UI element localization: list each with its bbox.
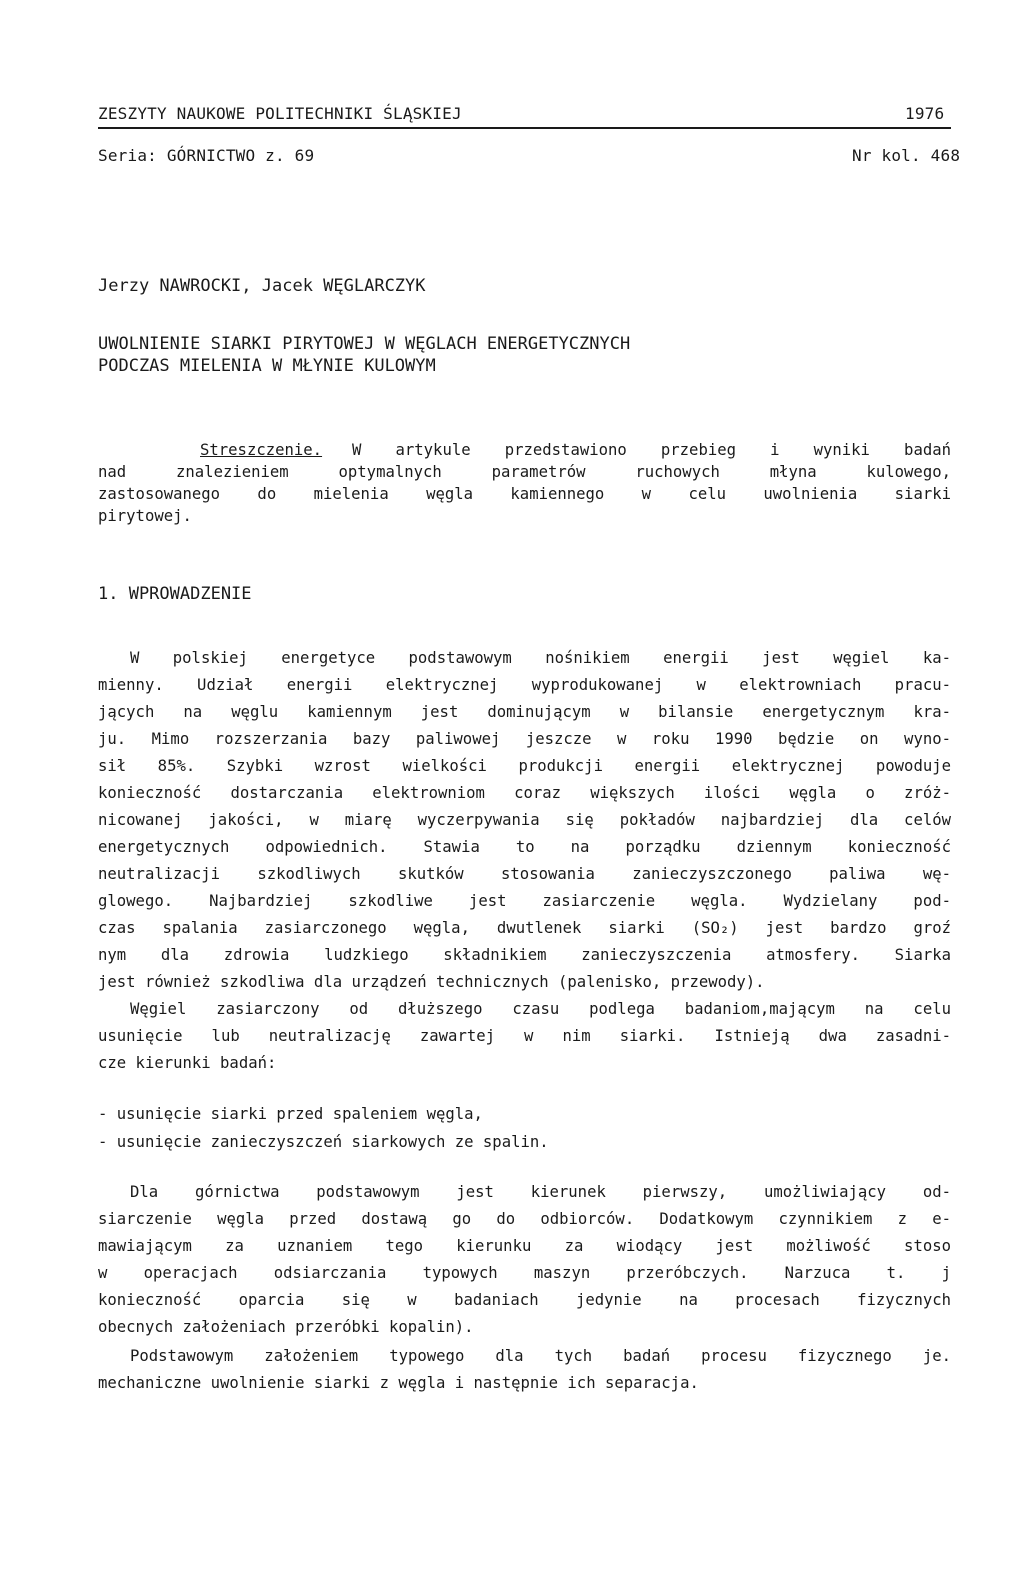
abstract-label-text: Streszczenie. bbox=[200, 441, 323, 459]
abstract-line-3: zastosowanego do mielenia węgla kamiennego w celu uwolnienia siarki bbox=[98, 485, 951, 503]
body-line: - usunięcie siarki przed spaleniem węgla, bbox=[98, 1105, 483, 1123]
body-line: konieczność oparcia się w badaniach jedynie na procesach fizycznych bbox=[98, 1291, 951, 1309]
journal-year: 1976 bbox=[905, 104, 945, 123]
abstract-line-2: nad znalezieniem optymalnych parametrów ruchowych młyna kulowego, bbox=[98, 463, 951, 481]
body-line: czas spalania zasiarczonego węgla, dwutlenek siarki (SO₂) jest bardzo groź bbox=[98, 919, 951, 937]
series-label: Seria: GÓRNICTWO z. 69 bbox=[98, 146, 315, 165]
body-line: cze kierunki badań: bbox=[98, 1054, 277, 1072]
body-line: - usunięcie zanieczyszczeń siarkowych ze spalin. bbox=[98, 1133, 549, 1151]
body-line: sił 85%. Szybki wzrost wielkości produkcji energii elektrycznej powoduje bbox=[98, 757, 951, 775]
header-rule bbox=[98, 127, 951, 129]
issue-number: Nr kol. 468 bbox=[852, 146, 961, 165]
journal-name: ZESZYTY NAUKOWE POLITECHNIKI ŚLĄSKIEJ bbox=[98, 104, 462, 123]
authors: Jerzy NAWROCKI, Jacek WĘGLARCZYK bbox=[98, 276, 426, 296]
body-line: Dla górnictwa podstawowym jest kierunek pierwszy, umożliwiający od- bbox=[130, 1183, 951, 1201]
body-line: nym dla zdrowia ludzkiego składnikiem zanieczyszczenia atmosfery. Siarka bbox=[98, 946, 951, 964]
body-line: mienny. Udział energii elektrycznej wyprodukowanej w elektrowniach pracu- bbox=[98, 676, 951, 694]
abstract-line-1: W artykule przedstawiono przebieg i wyniki badań bbox=[352, 441, 951, 459]
body-line: ju. Mimo rozszerzania bazy paliwowej jeszcze w roku 1990 będzie on wyno- bbox=[98, 730, 951, 748]
body-line: glowego. Najbardziej szkodliwe jest zasiarczenie węgla. Wydzielany pod- bbox=[98, 892, 951, 910]
body-line: jest również szkodliwa dla urządzeń technicznych (palenisko, przewody). bbox=[98, 973, 765, 991]
paper-title-line-2: PODCZAS MIELENIA W MŁYNIE KULOWYM bbox=[98, 356, 436, 376]
body-line: jących na węglu kamiennym jest dominującym w bilansie energetycznym kra- bbox=[98, 703, 951, 721]
body-line: w operacjach odsiarczania typowych maszyn przeróbczych. Narzuca t. j bbox=[98, 1264, 951, 1282]
body-line: konieczność dostarczania elektrowniom coraz większych ilości węgla o zróż- bbox=[98, 784, 951, 802]
body-line: Podstawowym założeniem typowego dla tych badań procesu fizycznego je. bbox=[130, 1347, 951, 1365]
body-line: W polskiej energetyce podstawowym nośnikiem energii jest węgiel ka- bbox=[130, 649, 951, 667]
body-line: usunięcie lub neutralizację zawartej w nim siarki. Istnieją dwa zasadni- bbox=[98, 1027, 951, 1045]
abstract-label bbox=[200, 441, 322, 459]
body-line: siarczenie węgla przed dostawą go do odbiorców. Dodatkowym czynnikiem z e- bbox=[98, 1210, 951, 1228]
body-line: mechaniczne uwolnienie siarki z węgla i następnie ich separacja. bbox=[98, 1374, 699, 1392]
body-line: energetycznych odpowiednich. Stawia to na porządku dziennym konieczność bbox=[98, 838, 951, 856]
paper-title-line-1: UWOLNIENIE SIARKI PIRYTOWEJ W WĘGLACH ENERGETYCZNYCH bbox=[98, 334, 631, 354]
body-line: mawiającym za uznaniem tego kierunku za wiodący jest możliwość stoso bbox=[98, 1237, 951, 1255]
body-line: nicowanej jakości, w miarę wyczerpywania się pokładów najbardziej dla celów bbox=[98, 811, 951, 829]
body-line: obecnych założeniach przeróbki kopalin). bbox=[98, 1318, 474, 1336]
body-line: Węgiel zasiarczony od dłuższego czasu podlega badaniom,mającym na celu bbox=[130, 1000, 951, 1018]
section-heading: 1. WPROWADZENIE bbox=[98, 584, 252, 604]
body-line: neutralizacji szkodliwych skutków stosowania zanieczyszczonego paliwa wę- bbox=[98, 865, 951, 883]
abstract-line-4: pirytowej. bbox=[98, 507, 192, 525]
